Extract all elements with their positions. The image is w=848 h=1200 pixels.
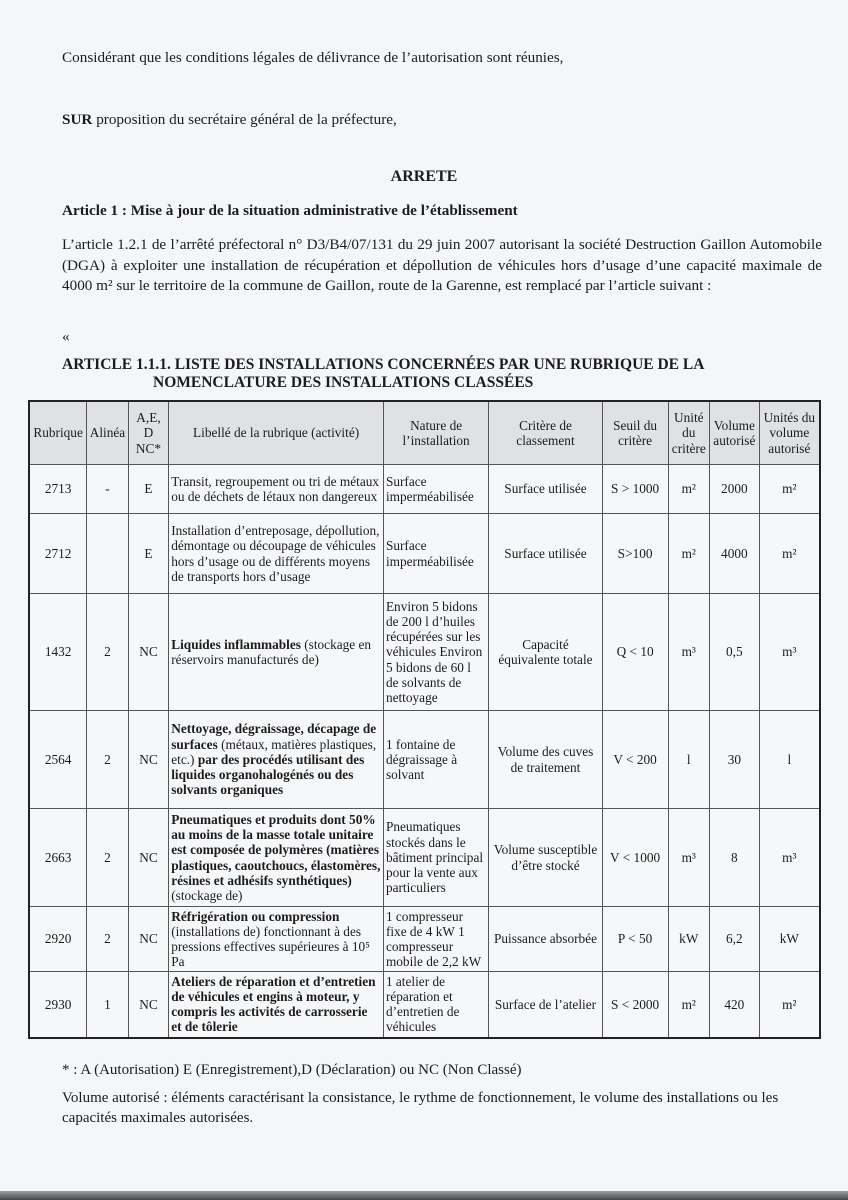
- installations-table: [28, 400, 821, 1039]
- cell-nature: 1 compresseur fixe de 4 kW 1 compresseur mobile de 2,2 kW: [383, 907, 488, 972]
- cell-rubrique: 2564: [29, 711, 87, 809]
- cell-unite-critere: l: [668, 711, 710, 809]
- cell-volume: 30: [710, 711, 760, 809]
- table-row: [29, 809, 820, 907]
- cell-rubrique: 1432: [29, 594, 87, 711]
- cell-volume: 2000: [710, 465, 760, 514]
- proposal-keyword: SUR: [62, 111, 93, 128]
- header-alinea: Alinéa: [87, 401, 129, 465]
- cell-libelle: [169, 711, 384, 809]
- open-quote: «: [62, 328, 70, 345]
- cell-critere: Surface utilisée: [489, 465, 602, 514]
- header-rubrique: Rubrique: [29, 401, 87, 465]
- table-header-row: [29, 401, 820, 465]
- cell-seuil: Q < 10: [602, 594, 668, 711]
- cell-rubrique: 2920: [29, 907, 87, 972]
- cell-libelle: [169, 907, 384, 972]
- cell-nature: Environ 5 bidons de 200 l d’huiles récupérées sur les véhicules Environ 5 bidons de 60 l de solvants de nettoyage: [383, 594, 488, 711]
- cell-critere: Capacité équivalente totale: [489, 594, 602, 711]
- cell-critere: Volume susceptible d’être stocké: [489, 809, 602, 907]
- proposal-paragraph: [62, 110, 822, 130]
- cell-volume: 420: [710, 972, 760, 1038]
- cell-unites-volume: m³: [759, 594, 820, 711]
- cell-nature: Pneumatiques stockés dans le bâtiment principal pour la vente aux particuliers: [383, 809, 488, 907]
- article1-heading: Article 1 : Mise à jour de la situation administrative de l’établissement: [62, 202, 518, 219]
- cell-seuil: P < 50: [602, 907, 668, 972]
- table-row: [29, 972, 820, 1038]
- libelle-bold: Pneumatiques et produits dont 50% au moins de la masse totale unitaire est composée de polymères (matières plastiques, caoutchoucs, élastomères, résines et adhésifs synthétiques): [171, 811, 381, 888]
- cell-seuil: S < 2000: [602, 972, 668, 1038]
- cell-rubrique: 2663: [29, 809, 87, 907]
- volume-definition-note: Volume autorisé : éléments caractérisant la consistance, le rythme de fonctionnement, le volume des installations ou les capacités maximales autorisées.: [62, 1090, 779, 1126]
- cell-libelle: Installation d’entreposage, dépollution, démontage ou découpage de véhicules hors d’usage ou de différents moyens de transports hors d’usage: [169, 514, 384, 594]
- cell-libelle: Transit, regroupement ou tri de métaux ou de déchets de létaux non dangereux: [169, 465, 384, 514]
- cell-volume: 8: [710, 809, 760, 907]
- cell-seuil: V < 1000: [602, 809, 668, 907]
- arrete-title: ARRETE: [390, 168, 458, 185]
- cell-unites-volume: kW: [759, 907, 820, 972]
- libelle-bold: Réfrigération ou compression: [171, 908, 340, 924]
- cell-alinea: 2: [87, 809, 129, 907]
- libelle-normal: (stockage en réservoirs manufacturés de): [171, 636, 372, 667]
- header-critere: Critère de classement: [489, 401, 602, 465]
- libelle-normal: (installations de) fonctionnant à des pressions effectives supérieures à 10⁵ Pa: [171, 923, 370, 970]
- scan-bottom-edge: [0, 1191, 848, 1200]
- table-row: [29, 711, 820, 809]
- libelle-bold: Ateliers de réparation et d’entretien de véhicules et engins à moteur, y compris les activités de carrosserie et de tôlerie: [171, 973, 376, 1035]
- cell-unite-critere: kW: [668, 907, 710, 972]
- cell-libelle: [169, 594, 384, 711]
- cell-regime: E: [128, 514, 169, 594]
- libelle-bold: Nettoyage, dégraissage, décapage de surfaces: [171, 721, 377, 752]
- cell-unites-volume: m²: [759, 465, 820, 514]
- header-unites-volume: Unités du volume autorisé: [759, 401, 820, 465]
- table-row: [29, 465, 820, 514]
- cell-volume: 6,2: [710, 907, 760, 972]
- header-regime: A,E, D NC*: [128, 401, 169, 465]
- header-volume: Volume autorisé: [710, 401, 760, 465]
- cell-alinea: 2: [87, 907, 129, 972]
- libelle-normal: (métaux, matières plastiques, etc.): [171, 736, 377, 767]
- cell-nature: Surface imperméabilisée: [383, 465, 488, 514]
- header-nature: Nature de l’installation: [383, 401, 488, 465]
- cell-nature: 1 fontaine de dégraissage à solvant: [383, 711, 488, 809]
- cell-regime: NC: [128, 809, 169, 907]
- cell-regime: E: [128, 465, 169, 514]
- proposal-text: proposition du secrétaire général de la préfecture,: [92, 111, 397, 128]
- cell-seuil: S>100: [602, 514, 668, 594]
- cell-rubrique: 2712: [29, 514, 87, 594]
- cell-unites-volume: m²: [759, 514, 820, 594]
- cell-alinea: -: [87, 465, 129, 514]
- header-seuil: Seuil du critère: [602, 401, 668, 465]
- cell-regime: NC: [128, 594, 169, 711]
- libelle-normal: (stockage de): [171, 887, 243, 903]
- cell-unite-critere: m³: [668, 594, 710, 711]
- list-heading-line1: ARTICLE 1.1.1. LISTE DES INSTALLATIONS CONCERNÉES PAR UNE RUBRIQUE DE LA: [62, 356, 705, 373]
- cell-alinea: 2: [87, 594, 129, 711]
- cell-critere: Surface de l’atelier: [489, 972, 602, 1038]
- list-heading-line2: NOMENCLATURE DES INSTALLATIONS CLASSÉES: [153, 374, 534, 391]
- header-libelle: Libellé de la rubrique (activité): [169, 401, 384, 465]
- cell-critere: Volume des cuves de traitement: [489, 711, 602, 809]
- libelle-bold: Liquides inflammables: [171, 636, 301, 652]
- cell-alinea: [87, 514, 129, 594]
- cell-unite-critere: m³: [668, 809, 710, 907]
- header-unite-critere: Unité du critère: [668, 401, 710, 465]
- cell-seuil: V < 200: [602, 711, 668, 809]
- cell-regime: NC: [128, 972, 169, 1038]
- cell-rubrique: 2713: [29, 465, 87, 514]
- cell-nature: 1 atelier de réparation et d’entretien de véhicules: [383, 972, 488, 1038]
- cell-rubrique: 2930: [29, 972, 87, 1038]
- cell-nature: Surface imperméabilisée: [383, 514, 488, 594]
- cell-critere: Surface utilisée: [489, 514, 602, 594]
- cell-alinea: 2: [87, 711, 129, 809]
- cell-volume: 4000: [710, 514, 760, 594]
- table-row: [29, 514, 820, 594]
- table-row: [29, 907, 820, 972]
- cell-unite-critere: m²: [668, 514, 710, 594]
- cell-seuil: S > 1000: [602, 465, 668, 514]
- cell-unites-volume: l: [759, 711, 820, 809]
- cell-libelle: [169, 809, 384, 907]
- considering-paragraph: Considérant que les conditions légales de délivrance de l’autorisation sont réunies,: [62, 49, 564, 66]
- table-row: [29, 594, 820, 711]
- cell-regime: NC: [128, 907, 169, 972]
- article1-body: L’article 1.2.1 de l’arrêté préfectoral n° D3/B4/07/131 du 29 juin 2007 autorisant la société Destruction Gaillon Automobile (DGA) à exploiter une installation de récupération et dépollution de véhicules hors d’usage d’une capacité maximale de 4000 m² sur le territoire de la commune de Gaillon, route de la Garenne, est remplacé par l’article suivant :: [62, 236, 822, 294]
- cell-unites-volume: m³: [759, 809, 820, 907]
- cell-alinea: 1: [87, 972, 129, 1038]
- cell-unite-critere: m²: [668, 972, 710, 1038]
- cell-critere: Puissance absorbée: [489, 907, 602, 972]
- cell-regime: NC: [128, 711, 169, 809]
- cell-unite-critere: m²: [668, 465, 710, 514]
- cell-libelle: [169, 972, 384, 1038]
- regime-legend-footnote: * : A (Autorisation) E (Enregistrement),D (Déclaration) ou NC (Non Classé): [62, 1062, 522, 1078]
- libelle-bold: par des procédés utilisant des liquides organohalogénés ou des solvants organiques: [171, 751, 365, 798]
- cell-unites-volume: m²: [759, 972, 820, 1038]
- cell-volume: 0,5: [710, 594, 760, 711]
